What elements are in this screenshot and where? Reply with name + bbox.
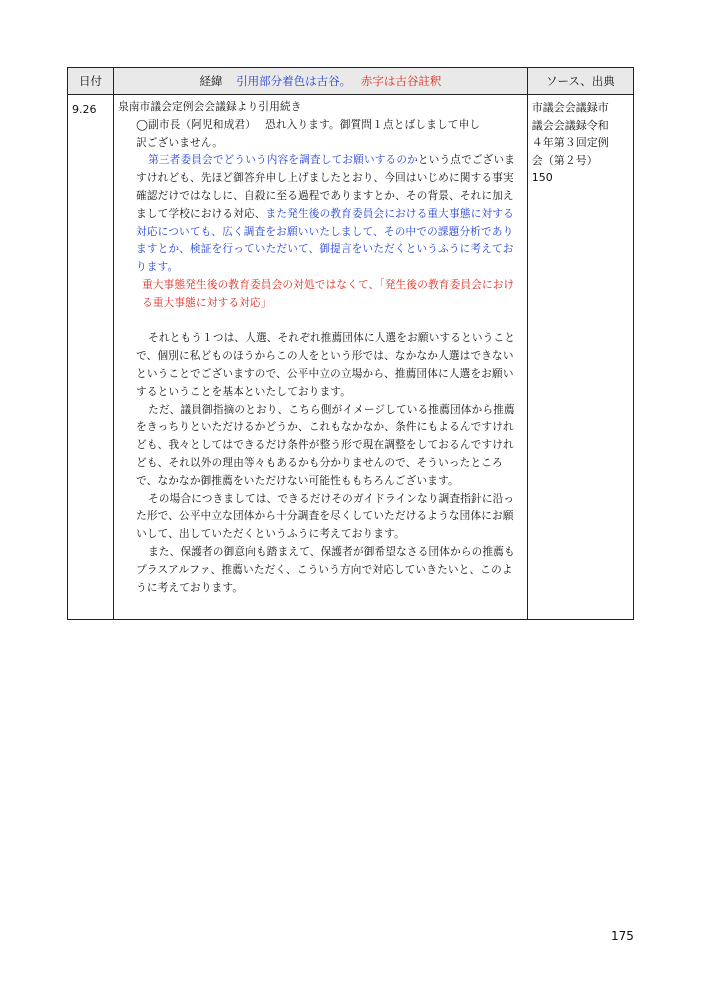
table-header-row [68,68,634,95]
speaker-line-2: 訳ございません。 [136,136,224,149]
source-line: ４年第３回定例 [531,136,609,149]
page-number: 175 [611,929,634,943]
source-line: 150 [531,171,553,184]
source-cell [527,95,633,620]
header-red-note: 赤字は古谷註釈 [360,74,442,88]
header-main-label: 経緯 [199,74,223,88]
header-main [114,68,528,95]
annotation-red: 重大事態発生後の教育委員会の対処ではなくて、「発生後の教育委員会における重大事態に対する対応」 [142,278,515,309]
spacer [118,313,521,331]
source-line: 議会会議録令和 [531,118,609,132]
paragraph-1 [118,152,521,277]
paragraph-1-text: という点でございますけれども、先ほど御答弁申し上げましたとおり、今回はいじめに関する事実確認だけではなしに、自殺に至る過程でありますとか、その背景、それに加えまして学校における対応、 [136,154,516,220]
header-date: 日付 [68,68,114,95]
table-row [68,95,634,620]
paragraph-5: また、保護者の御意向も踏まえて、保護者が御希望なさる団体からの推薦もプラスアルファ、推薦いただく、こういう方向で対応していきたいと、このように考えております。 [136,545,515,594]
source-line: 市議会会議録市 [531,101,609,114]
paragraph-4: その場合につきましては、できるだけそのガイドラインなり調査指針に沿った形で、公平中立な団体から十分調査を尽くしていただけるような団体にお願いして、出していただくというふうに考えております。 [136,492,515,541]
date-cell: 9.26 [68,95,114,620]
record-table [67,67,634,620]
header-blue-note: 引用部分着色は古谷。 [236,74,352,88]
speaker-line-1: ◯副市長（阿児和成君） 恐れ入ります。御質問１点とばしまして申し [136,118,481,131]
source-line: 会（第２号） [531,153,598,167]
quote-blue-b: また発生後の教育委員会における重大事態に対する対応についても、広く調査をお願いいたしまして、その中での課題分析でありますとか、検証を行っていただいて、御提言をいただくというふうに考えております。 [136,207,514,274]
intro-line: 泉南市議会定例会会議録より引用続き [118,101,302,113]
paragraph-2: それともう１つは、人選、それぞれ推薦団体に人選をお願いするということで、個別に私どものほうからこの人をという形では、なかなか人選はできないということでございますので、公平中立の立場から、推薦団体に人選をお願いするということを基本といたしております。 [136,332,516,398]
paragraph-3: ただ、議員御指摘のとおり、こちら側がイメージしている推薦団体から推薦をきっちりといただけるかどうか、これもなかなか、条件にもよるんですけれども、我々としてはできるだけ条件が整う形で現在調整をしておるんですけれども、それ以外の理由等々もあるかも分かりませんので、そういったところで、なかなか御推薦をいただけない可能性ももちろんございます。 [136,403,515,487]
main-cell [114,95,528,620]
quote-blue-a: 第三者委員会でどういう内容を調査してお願いするのか [148,154,418,167]
header-source: ソース、出典 [527,68,633,95]
